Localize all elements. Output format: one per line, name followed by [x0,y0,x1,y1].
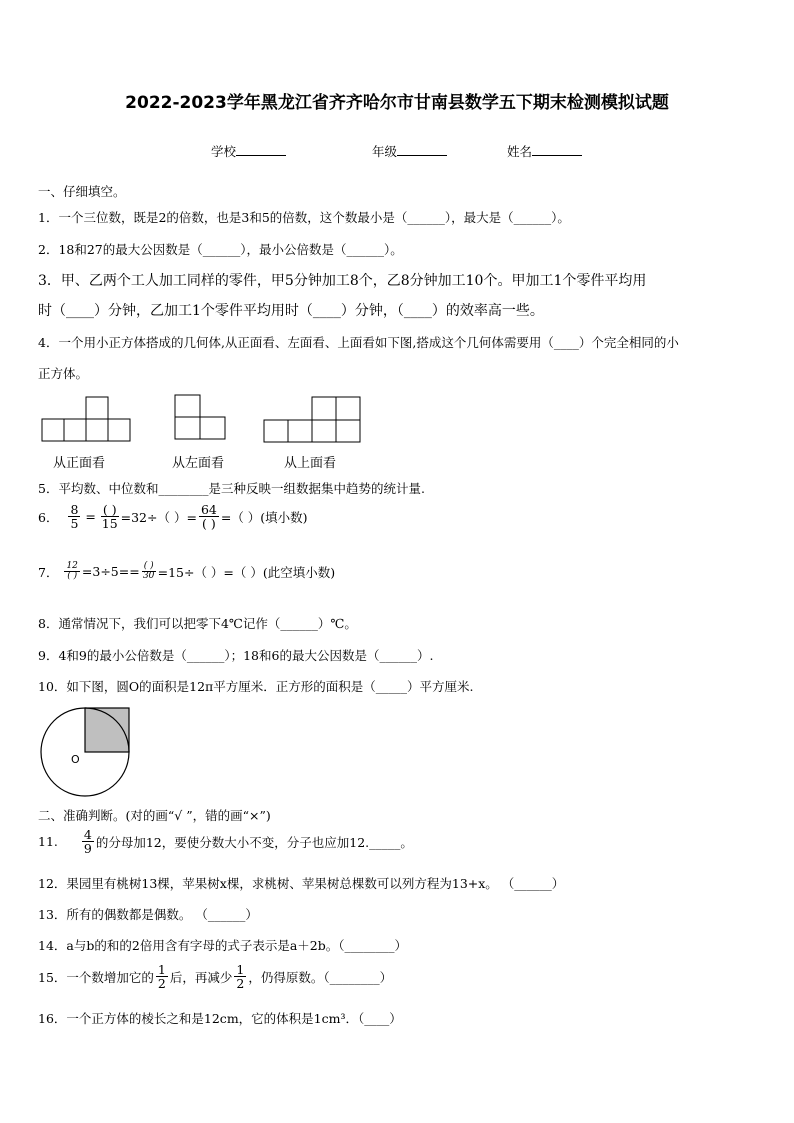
name-label: 姓名 [507,144,533,159]
q11-prefix: 11. [38,834,58,850]
question-15 [38,963,392,990]
top-view-caption: 从上面看 [284,456,337,471]
q6-f1-den: 5 [70,516,79,532]
q15-fraction-2 [234,963,246,990]
q7-tail: =15÷（ ）=（ ）(此空填小数) [157,564,336,580]
school-label: 学校 [211,144,237,159]
question-1: 1．一个三位数，既是2的倍数，也是3和5的倍数，这个数最小是（______），最大是（______）。 [38,210,570,225]
q6-fraction-2 [101,503,119,530]
q11-fraction [82,828,94,855]
q6-fraction-3 [199,503,219,530]
circle-square-figure [41,708,129,796]
q11-text: 的分母加12，要使分数大小不变，分子也应加12._____。 [95,834,413,850]
q15-f2-num: 1 [236,962,245,977]
q6-f1-num: 8 [70,502,79,517]
q7-fraction-2 [142,562,156,582]
q15-text-b: 后，再减少 [169,969,233,985]
question-14: 14．a与b的和的2倍用含有字母的式子表示是a＋2b。（________） [38,938,407,953]
question-6: 6． $\frac{8}{5}$ = $\frac{( )}{15}$ =32÷（ ）= $\frac{64}{( )}$ =（ ）(填小数) [38,502,308,532]
page-title: 2022-2023学年黑龙江省齐齐哈尔市甘南县数学五下期末检测模拟试题 [125,93,669,113]
q7-f2-den: 30 [142,571,155,582]
question-16: 16．一个正方体的棱长之和是12cm，它的体积是1cm³．（____） [38,1011,402,1026]
q6-tail: =（ ）(填小数) [220,509,308,525]
left-view-caption: 从左面看 [172,456,225,471]
q11-den: 9 [83,841,92,857]
q15-text-c: ，仍得原数。（________） [248,969,393,985]
left-view-figure [175,395,225,439]
question-4-line-1: 4．一个用小正方体搭成的几何体,从正面看、左面看、上面看如下图,搭成这个几何体需要用（____）个完全相同的小 [38,335,679,350]
question-10: 10．如下图，圆O的面积是12π平方厘米．正方形的面积是（_____）平方厘米. [38,679,474,694]
question-11 [38,828,413,855]
question-4-line-2: 正方体。 [38,366,89,381]
q6-f3-den: ( ) [202,516,216,532]
question-3-line-2: 时（____）分钟，乙加工1个零件平均用时（____）分钟，（____）的效率高一些。 [38,303,544,319]
q15-text-a: 15．一个数增加它的 [38,969,154,985]
q6-mid: =32÷（ ）= [120,509,197,525]
front-view-caption: 从正面看 [53,456,106,471]
question-7 [38,562,335,582]
front-view-figure [42,397,130,441]
q6-f3-num: 64 [200,502,217,517]
q6-fraction-1 [68,503,80,530]
question-12: 12．果园里有桃树13棵，苹果树x棵，求桃树、苹果树总棵数可以列方程为13+x。 （______） [38,876,565,891]
q7-mid: =3÷5== [81,564,140,580]
q6-prefix: 6． [38,509,59,525]
q15-f1-num: 1 [157,962,166,977]
circle-center-label: O [71,753,80,766]
section-1-heading: 一、仔细填空。 [38,184,126,199]
section-2-heading: 二、准确判断。(对的画“√ ”，错的画“×”) [38,808,271,823]
q6-f2-num: ( ) [102,502,117,517]
question-13: 13．所有的偶数都是偶数。 （______） [38,907,258,922]
q11-num: 4 [83,827,92,842]
q15-f1-den: 2 [157,976,166,992]
q15-fraction-1 [156,963,168,990]
q7-f2-num: ( ) [143,561,154,571]
question-2: 2．18和27的最大公因数是（______），最小公倍数是（______）。 [38,242,403,257]
grade-label: 年级 [372,144,398,159]
q15-f2-den: 2 [236,976,245,992]
question-5: 5．平均数、中位数和________是三种反映一组数据集中趋势的统计量. [38,481,425,496]
q7-prefix: 7． [38,564,59,580]
q6-f2-den: 15 [101,516,118,532]
q7-fraction-1 [64,562,79,582]
question-3-line-1: 3．甲、乙两个工人加工同样的零件，甲5分钟加工8个，乙8分钟加工10个。甲加工1个零件平均用 [38,273,647,289]
question-8: 8．通常情况下，我们可以把零下4℃记作（______）℃。 [38,616,357,631]
question-9: 9．4和9的最小公倍数是（______）；18和6的最大公因数是（______）. [38,648,434,663]
top-view-figure [264,397,360,442]
q7-f1-den: ( ) [67,571,78,582]
q7-f1-num: 12 [66,561,78,571]
